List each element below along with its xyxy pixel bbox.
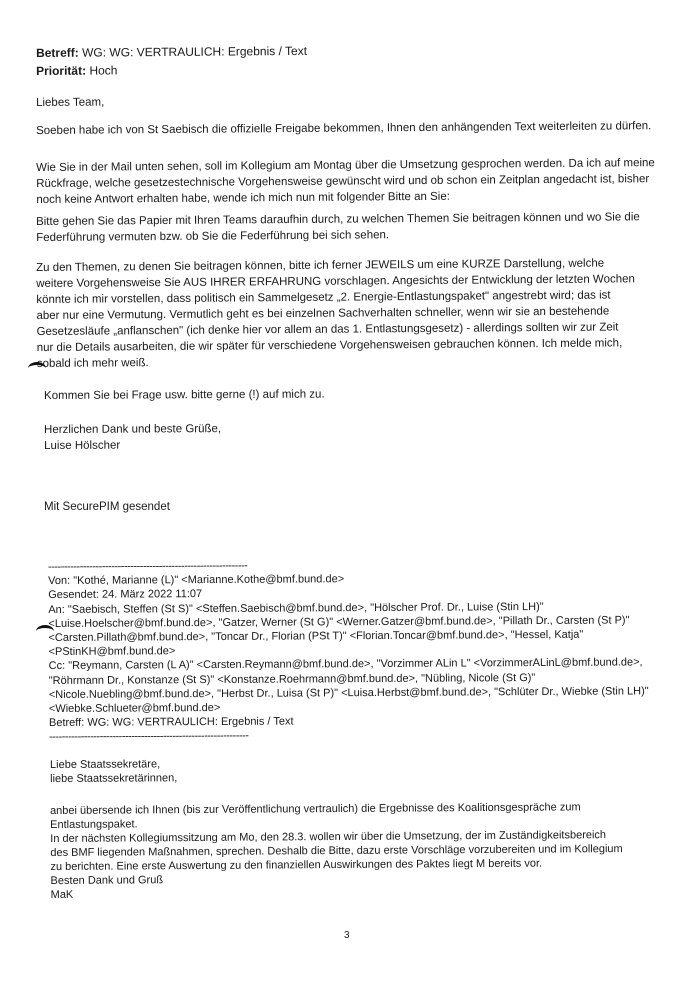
- text-line: des BMF liegenden Maßnahmen, sprechen. Deshalb die Bitte, dazu erste Vorschläge vorzubereiten und im Kollegium: [50, 843, 623, 859]
- text-line: liebe Staatssekretärinnen,: [50, 772, 178, 785]
- cc-line: <Nicole.Nuebling@bmf.bund.de>, "Herbst Dr., Luisa (St P)" <Luisa.Herbst@bmf.bund.de>, "Schlüter Dr., Wiebke (Stin LH)": [48, 685, 649, 701]
- email-paragraph-2: [36, 155, 656, 208]
- from-line: Von: "Kothé, Marianne (L)" <Marianne.Kothe@bmf.bund.de>: [48, 573, 345, 588]
- text-line: Gesetzesläufe „anflanschen" (ich denke hier vor allem an das 1. Entlastungsgesetz) - allerdings sollten wir zur Zeit: [36, 321, 619, 338]
- to-line: <PStinKH@bmf.bund.de>: [48, 645, 176, 659]
- email-paragraph-3: [36, 209, 656, 246]
- sent-with-note: Mit SecurePIM gesendet: [44, 501, 170, 513]
- cc-line: <Wiebke.Schlueter@bmf.bund.de>: [48, 701, 221, 716]
- sent-line: Gesendet: 24. März 2022 11:07: [48, 588, 203, 602]
- text-line: Federführung vermuten bzw. ob Sie die Federführung bei sich sehen.: [36, 229, 390, 244]
- email-greeting: Liebes Team,: [36, 96, 105, 109]
- email-paragraph-4: [36, 255, 657, 372]
- text-line: Zu den Themen, zu denen Sie beitragen können, bitte ich ferner JEWEILS um eine KURZE Darstellung, welche: [36, 257, 605, 274]
- cc-line: "Röhrmann Dr., Konstanze (St S)" <Konstanze.Roehrmann@bmf.bund.de>, "Nübling, Nicole (St G)": [48, 671, 536, 687]
- text-line: MaK: [50, 888, 74, 901]
- to-line: <Carsten.Pillath@bmf.bund.de>, "Toncar Dr., Florian (PSt T)" <Florian.Toncar@bmf.bund.de>, "Hessel, Katja": [48, 628, 584, 645]
- priority-label: Priorität:: [36, 63, 87, 78]
- forwarded-greeting: [50, 754, 648, 786]
- text-line: weitere Vorgehensweise Sie AUS IHRER ERFAHRUNG vorschlagen. Angesichts der Entwicklung der letzten Wochen: [36, 273, 635, 290]
- to-line: <Luise.Hoelscher@bmf.bund.de>, "Gatzer, Werner (St G)" <Werner.Gatzer@bmf.bund.de>, "Pillath Dr., Carsten (St P)": [48, 614, 630, 630]
- text-line: Besten Dank und Gruß: [50, 874, 164, 887]
- text-line: Liebe Staatssekretäre,: [50, 758, 161, 771]
- email-paragraph-5: Kommen Sie bei Frage usw. bitte gerne (!) auf mich zu.: [44, 388, 325, 402]
- text-line: nur die Details ausarbeiten, die wir später für verschiedene Vorgehensweisen gebrauchen können. Ich melde mich,: [36, 337, 623, 354]
- punch-hole-mark: [36, 625, 54, 638]
- to-line: An: "Saebisch, Steffen (St S)" <Steffen.Saebisch@bmf.bund.de>, "Hölscher Prof. Dr., Luise (Stin LH)": [48, 600, 544, 616]
- separator-line: ---------------------------------------------------------------: [49, 730, 249, 744]
- forwarded-subject-line: Betreff: WG: WG: VERTRAULICH: Ergebnis / Text: [48, 715, 294, 730]
- priority-line: [36, 63, 117, 79]
- text-line: Entlastungspaket.: [50, 818, 138, 831]
- text-line: noch keine Antwort erhalten habe, wende ich mich nun mit folgender Bitte an Sie:: [36, 190, 450, 206]
- cc-line: Cc: "Reymann, Carsten (L A)" <Carsten.Reymann@bmf.bund.de>, "Vorzimmer ALin L" <VorzimmerALinL@bmf.bund.de>,: [48, 656, 643, 673]
- subject-line: [36, 44, 307, 61]
- sender-name: Luise Hölscher: [44, 439, 121, 452]
- text-line: In der nächsten Kollegiumssitzung am Mo, den 28.3. wollen wir über die Umsetzung, der im Zuständigkeitsbereich: [50, 829, 607, 845]
- closing-line: Herzlichen Dank und beste Grüße,: [44, 423, 222, 436]
- forwarded-header: [48, 556, 649, 744]
- text-line: aber nur eine Vermutung. Vermutlich geht es bei einzelnen Sachverhalten schneller, wenn wir sie an bestehende: [36, 305, 610, 322]
- text-line: könnte ich mir vorstellen, dass politisch ein Sammelgesetz „2. Energie-Entlastungspaket" angestrebt wird; das ist: [36, 289, 611, 306]
- page-number: 3: [344, 930, 350, 941]
- punch-hole-mark: [28, 362, 46, 375]
- email-closing: [44, 419, 664, 454]
- subject-value: WG: WG: VERTRAULICH: Ergebnis / Text: [82, 43, 308, 60]
- text-line: Rückfrage, welche gesetzestechnische Vorgehensweise gewünscht wird und ob schon ein Zeitplan angedacht ist, bisher: [36, 173, 650, 190]
- text-line: anbei übersende ich Ihnen (bis zur Veröffentlichung vertraulich) die Ergebnisse des Koalitionsgespräche zum: [50, 801, 581, 817]
- subject-label: Betreff:: [36, 45, 79, 60]
- text-line: Wie Sie in der Mail unten sehen, soll im Kollegium am Montag über die Umsetzung gesprochen werden. Da ich auf meine: [36, 157, 655, 174]
- priority-value: Hoch: [89, 63, 118, 78]
- text-line: zu berichten. Eine erste Auswertung zu den finanziellen Auswirkungen des Paktes liegt M bereits vor.: [50, 857, 543, 873]
- text-line: sobald ich mehr weiß.: [36, 357, 149, 370]
- text-line: Bitte gehen Sie das Papier mit Ihren Teams daraufhin durch, zu welchen Themen Sie beitragen können und wo Sie die: [36, 211, 640, 228]
- separator-line: ---------------------------------------------------------------: [48, 559, 248, 573]
- forwarded-body: [50, 800, 649, 902]
- email-paragraph-1: Soeben habe ich von St Saebisch die offizielle Freigabe bekommen, Ihnen den anhängenden Text weiterleiten zu dürfen.: [36, 120, 652, 137]
